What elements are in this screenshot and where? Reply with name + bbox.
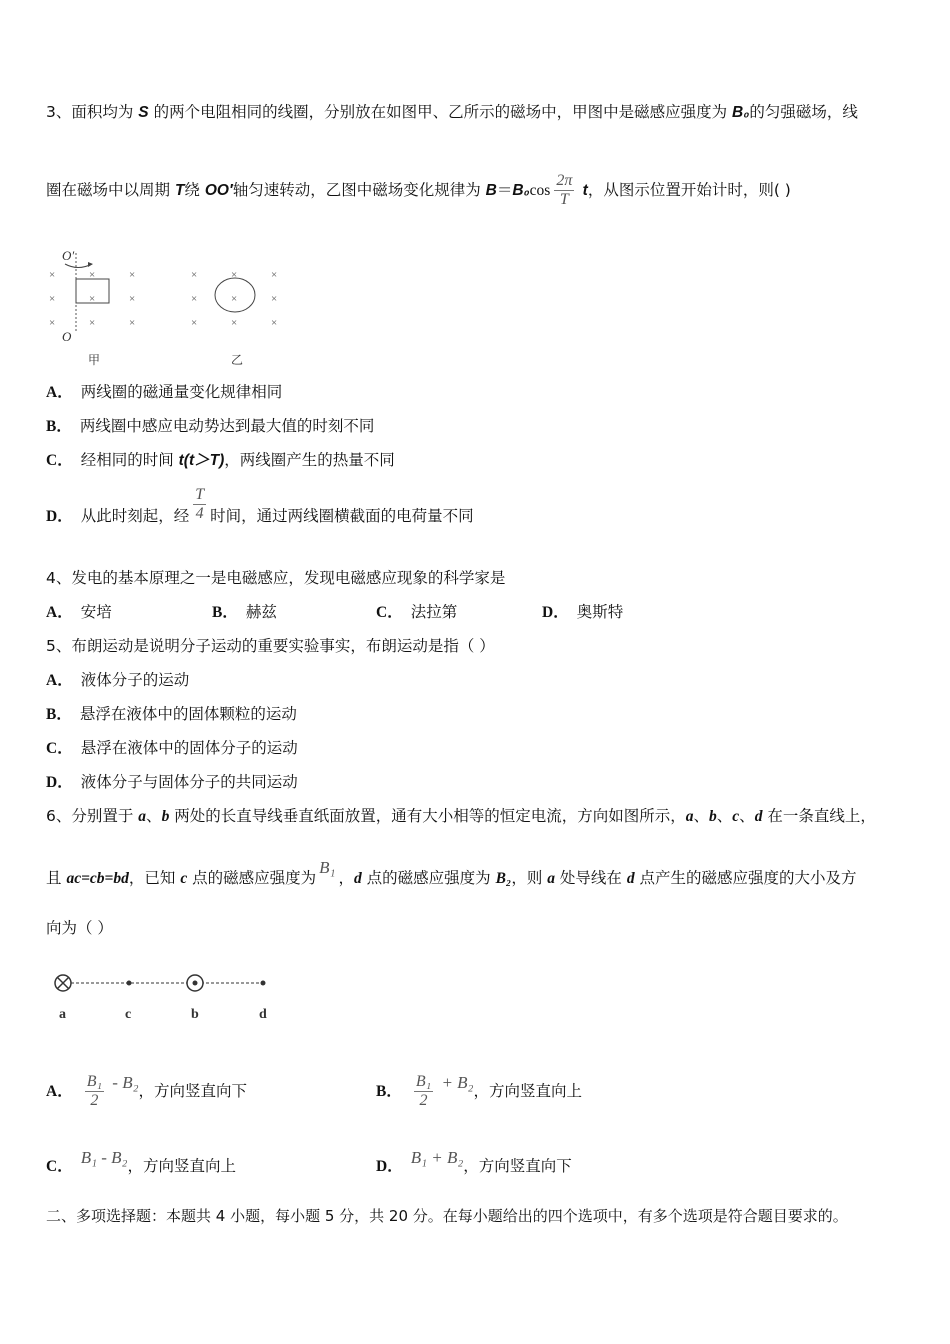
fraction-T-over-4: $\frac{T}{4}$ bbox=[195, 486, 205, 522]
section-2-heading: 二、多项选择题：本题共 4 小题，每小题 5 分，共 20 分。在每小题给出的四个选项中，有多个选项是符合题目要求的。 bbox=[46, 1207, 848, 1225]
svg-text:×: × bbox=[49, 293, 56, 305]
svg-text:乙: 乙 bbox=[231, 353, 244, 367]
q6-stem-line1: 6、分别置于 a、b 两处的长直导线垂直纸面放置，通有大小相等的恒定电流，方向如图所示，a、b、c、d 在一条直线上， bbox=[46, 807, 876, 825]
q6-figure bbox=[45, 968, 285, 1028]
svg-text:a: a bbox=[59, 1007, 66, 1022]
q4-option-b[interactable]: B． 赫兹 bbox=[212, 603, 277, 621]
q5-option-b[interactable]: B． 悬浮在液体中的固体颗粒的运动 bbox=[46, 705, 297, 723]
q3-option-b[interactable]: B． 两线圈中感应电动势达到最大值的时刻不同 bbox=[46, 417, 375, 435]
fraction-2pi-over-T: $\frac{2\pi}{T}$ bbox=[556, 172, 573, 208]
q5-option-c[interactable]: C． 悬浮在液体中的固体分子的运动 bbox=[46, 739, 298, 757]
svg-text:×: × bbox=[231, 269, 238, 281]
q4-option-d[interactable]: D． 奥斯特 bbox=[542, 603, 624, 621]
q6-stem-line3: 向为（ ） bbox=[46, 919, 113, 937]
svg-text:×: × bbox=[271, 293, 278, 305]
svg-text:×: × bbox=[129, 269, 136, 281]
svg-text:×: × bbox=[191, 269, 198, 281]
q6-stem-line2: 且 ac=cb=bd，已知 c 点的磁感应强度为B₁，d 点的磁感应强度为 B₂，则 a 处导线在 d 点产生的磁感应强度的大小及方 bbox=[46, 858, 857, 887]
q3-figure bbox=[40, 245, 300, 370]
q3-option-a[interactable]: A． 两线圈的磁通量变化规律相同 bbox=[46, 383, 283, 401]
q3-option-d[interactable]: D． 从此时刻起，经 $\frac{T}{4}$ 时间，通过两线圈横截面的电荷量不同 bbox=[46, 486, 474, 525]
svg-text:甲: 甲 bbox=[88, 353, 101, 367]
svg-text:×: × bbox=[129, 293, 136, 305]
q4-option-c[interactable]: C． 法拉第 bbox=[376, 603, 458, 621]
q3-stem-line1: 3、面积均为 S 的两个电阻相同的线圈，分别放在如图甲、乙所示的磁场中，甲图中是磁感应强度为 B₀的匀强磁场，线 bbox=[46, 103, 858, 121]
svg-text:×: × bbox=[231, 317, 238, 329]
q5-stem: 5、布朗运动是说明分子运动的重要实验事实，布朗运动是指（ ） bbox=[46, 637, 495, 655]
svg-text:×: × bbox=[191, 293, 198, 305]
svg-text:×: × bbox=[129, 317, 136, 329]
svg-text:×: × bbox=[49, 269, 56, 281]
svg-text:×: × bbox=[89, 269, 96, 281]
q4-option-a[interactable]: A． 安培 bbox=[46, 603, 112, 621]
q3-stem-line2: 圈在磁场中以周期 T绕 OO′轴匀速转动，乙图中磁场变化规律为 B＝B₀cos $\frac{2\pi}{T}$ t，从图示位置开始计时，则( ) bbox=[46, 172, 791, 208]
fraction-b1-over-2: $\frac{\text{B₁}}{2}$ bbox=[86, 1073, 103, 1109]
svg-text:d: d bbox=[259, 1007, 267, 1022]
q5-option-a[interactable]: A． 液体分子的运动 bbox=[46, 671, 190, 689]
svg-text:×: × bbox=[191, 317, 198, 329]
svg-text:×: × bbox=[271, 269, 278, 281]
svg-text:×: × bbox=[271, 317, 278, 329]
svg-text:×: × bbox=[89, 293, 96, 305]
q6-option-b[interactable]: B． $\frac{\text{B₁}}{2}$ + B₂，方向竖直向上 bbox=[376, 1073, 582, 1109]
svg-text:c: c bbox=[125, 1007, 132, 1022]
q6-option-c[interactable]: C． B₁ - B₂，方向竖直向上 bbox=[46, 1148, 236, 1175]
fraction-b1-over-2: $\frac{\text{B₁}}{2}$ bbox=[415, 1073, 432, 1109]
q4-stem: 4、发电的基本原理之一是电磁感应，发现电磁感应现象的科学家是 bbox=[46, 569, 506, 587]
svg-text:×: × bbox=[231, 293, 238, 305]
svg-text:O: O bbox=[62, 329, 72, 344]
q5-option-d[interactable]: D． 液体分子与固体分子的共同运动 bbox=[46, 773, 298, 791]
svg-text:×: × bbox=[89, 317, 96, 329]
q6-option-a[interactable]: A． $\frac{\text{B₁}}{2}$ - B₂，方向竖直向下 bbox=[46, 1073, 248, 1109]
q6-option-d[interactable]: D． B₁ + B₂，方向竖直向下 bbox=[376, 1148, 572, 1175]
svg-text:×: × bbox=[49, 317, 56, 329]
q3-option-c[interactable]: C． 经相同的时间 t(t＞T)，两线圈产生的热量不同 bbox=[46, 451, 395, 469]
svg-text:O′: O′ bbox=[62, 248, 75, 263]
svg-text:b: b bbox=[191, 1007, 199, 1022]
